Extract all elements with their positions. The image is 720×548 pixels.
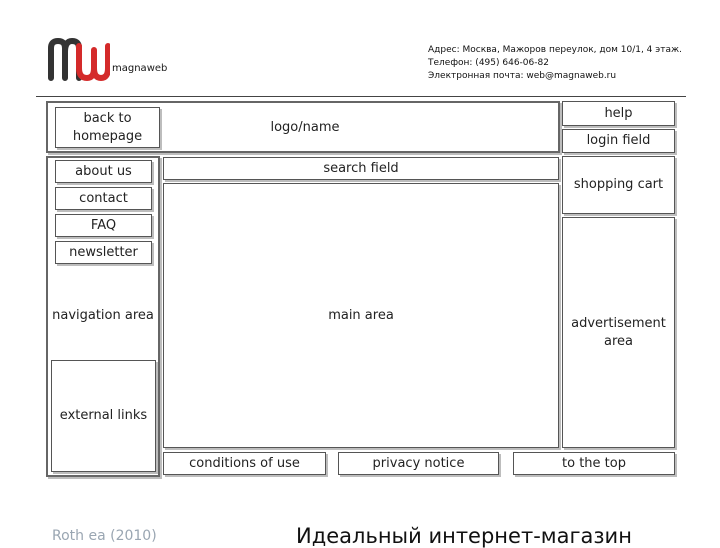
wireframe-diagram [46,101,678,477]
back-to-homepage-label: back to homepage [72,110,143,144]
logo-text-bold: magna [112,63,147,74]
about-us-box [55,160,152,183]
contact-phone: Телефон: (495) 646-06-82 [428,58,549,68]
logo-wordmark [112,63,182,74]
login-field-label: login field [586,133,651,148]
advertisement-area-box [562,217,675,448]
logo-name-label [160,101,450,153]
search-field-label: search field [323,160,399,176]
navigation-area-label [46,308,160,323]
shopping-cart-box [562,156,675,214]
privacy-notice-label: privacy notice [372,455,465,471]
external-links-label: external links [59,408,148,423]
magnaweb-logo [48,38,178,84]
main-area-label: main area [328,307,394,323]
help-box [562,101,675,126]
contact-box [55,187,152,210]
newsletter-box [55,241,152,264]
to-the-top-box [513,452,675,475]
slide-title: Идеальный интернет-магазин [296,524,632,548]
navigation-area-text: navigation area [52,308,154,323]
logo-name-text: logo/name [270,119,340,135]
search-field-box [163,157,559,180]
about-us-label: about us [75,163,132,179]
faq-label: FAQ [90,217,117,233]
newsletter-label: newsletter [69,244,138,260]
mw-logo-icon [48,38,110,82]
contact-email: Электронная почта: web@magnaweb.ru [428,71,617,81]
citation-text: Roth ea (2010) [52,528,157,544]
to-the-top-label: to the top [562,455,626,471]
faq-box [55,214,152,237]
conditions-of-use-label: conditions of use [189,455,300,471]
external-links-box [51,360,156,472]
conditions-of-use-box [163,452,326,475]
contact-address: Адрес: Москва, Мажоров переулок, дом 10/1, 4 этаж. [428,45,682,55]
contact-block [428,44,698,83]
privacy-notice-box [338,452,499,475]
shopping-cart-label: shopping cart [573,177,664,192]
logo-text-light: web [146,63,168,74]
help-label: help [604,105,633,121]
back-to-homepage-box [55,107,160,148]
login-field-box [562,129,675,153]
contact-label: contact [79,190,128,206]
main-area-box [163,183,559,448]
advertisement-area-label: advertisement area [571,315,666,349]
header-divider [36,96,686,97]
